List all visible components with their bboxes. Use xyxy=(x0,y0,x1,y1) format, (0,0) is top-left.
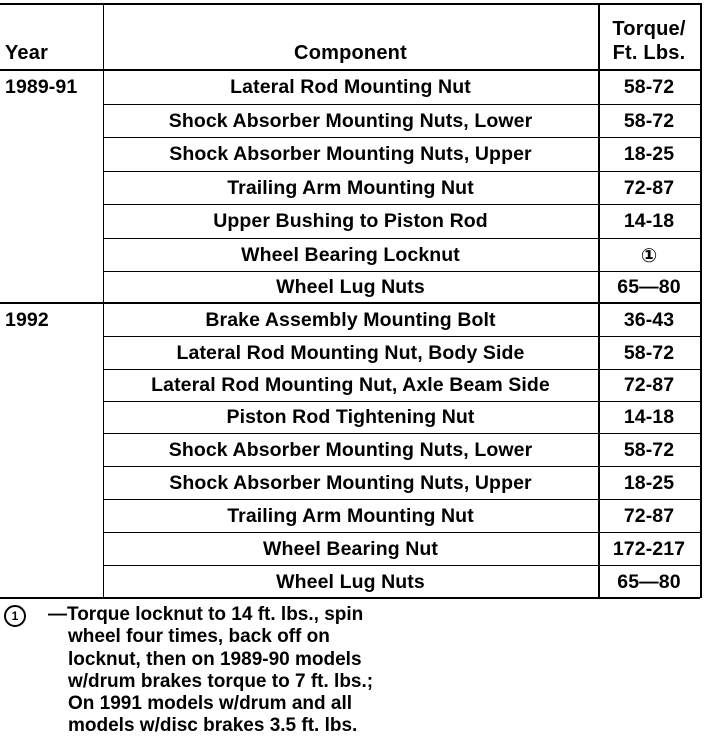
torque-cell: 14-18 xyxy=(623,210,675,232)
column-divider xyxy=(700,3,702,598)
torque-cell: ① xyxy=(640,245,658,267)
torque-cell: 14-18 xyxy=(623,406,675,428)
row-divider-rule xyxy=(103,433,700,434)
component-cell: Wheel Lug Nuts xyxy=(276,276,425,298)
row-divider-rule xyxy=(103,137,700,138)
footnote-line: models w/disc brakes 3.5 ft. lbs. xyxy=(68,715,358,737)
torque-cell: 58-72 xyxy=(623,76,675,98)
torque-cell: 72-87 xyxy=(623,177,675,199)
torque-cell: 58-72 xyxy=(623,342,675,364)
footnote-line: On 1991 models w/drum and all xyxy=(68,693,353,715)
row-divider-rule xyxy=(103,271,700,272)
table-top-rule xyxy=(0,3,700,5)
row-divider-rule xyxy=(103,401,700,402)
component-cell: Wheel Lug Nuts xyxy=(276,571,425,593)
torque-cell: 18-25 xyxy=(623,143,675,165)
torque-cell: 58-72 xyxy=(623,110,675,132)
component-cell: Lateral Rod Mounting Nut, Body Side xyxy=(176,342,525,364)
footnote-line: w/drum brakes torque to 7 ft. lbs.; xyxy=(68,670,374,692)
circled-one-icon: 1 xyxy=(4,605,26,627)
year-cell: 1989-91 xyxy=(5,76,78,98)
torque-cell: 72-87 xyxy=(623,505,675,527)
component-cell: Trailing Arm Mounting Nut xyxy=(227,177,474,199)
component-cell: Lateral Rod Mounting Nut xyxy=(230,76,471,98)
row-divider-rule xyxy=(103,565,700,566)
footnote-text xyxy=(48,604,373,738)
torque-cell: 58-72 xyxy=(623,439,675,461)
header-torque-line1: Torque/ xyxy=(612,18,686,40)
row-divider-rule xyxy=(103,369,700,370)
component-cell: Shock Absorber Mounting Nuts, Lower xyxy=(168,110,533,132)
row-divider-rule xyxy=(103,336,700,337)
table-bottom-rule xyxy=(0,597,700,599)
component-cell: Trailing Arm Mounting Nut xyxy=(227,505,474,527)
footnote-line: —Torque locknut to 14 ft. lbs., spin xyxy=(48,604,364,625)
component-cell: Wheel Bearing Locknut xyxy=(241,244,460,266)
component-cell: Brake Assembly Mounting Bolt xyxy=(205,309,496,331)
row-divider-rule xyxy=(103,499,700,500)
footnote-line: wheel four times, back off on xyxy=(68,626,330,648)
row-divider-rule xyxy=(103,532,700,533)
row-divider-rule xyxy=(103,104,700,105)
torque-cell: 65—80 xyxy=(617,571,681,593)
group-divider-rule xyxy=(0,302,700,304)
footnote-line: locknut, then on 1989-90 models xyxy=(68,648,362,670)
torque-cell: 36-43 xyxy=(623,309,675,331)
component-cell: Lateral Rod Mounting Nut, Axle Beam Side xyxy=(151,374,550,396)
torque-cell: 18-25 xyxy=(623,472,675,494)
header-torque-line2: Ft. Lbs. xyxy=(612,42,686,64)
component-cell: Shock Absorber Mounting Nuts, Upper xyxy=(169,143,532,165)
header-year: Year xyxy=(5,42,49,64)
row-divider-rule xyxy=(103,204,700,205)
row-divider-rule xyxy=(103,238,700,239)
row-divider-rule xyxy=(103,171,700,172)
row-divider-rule xyxy=(103,466,700,467)
torque-cell: 72-87 xyxy=(623,374,675,396)
header-bottom-rule xyxy=(0,69,700,71)
year-cell: 1992 xyxy=(5,309,49,331)
torque-cell: 172-217 xyxy=(612,538,686,560)
torque-cell: 65—80 xyxy=(617,276,681,298)
component-cell: Shock Absorber Mounting Nuts, Lower xyxy=(168,439,533,461)
component-cell: Piston Rod Tightening Nut xyxy=(226,406,475,428)
header-component: Component xyxy=(294,42,407,64)
component-cell: Upper Bushing to Piston Rod xyxy=(213,210,488,232)
footnote xyxy=(4,604,373,738)
component-cell: Shock Absorber Mounting Nuts, Upper xyxy=(169,472,532,494)
component-cell: Wheel Bearing Nut xyxy=(262,538,439,560)
